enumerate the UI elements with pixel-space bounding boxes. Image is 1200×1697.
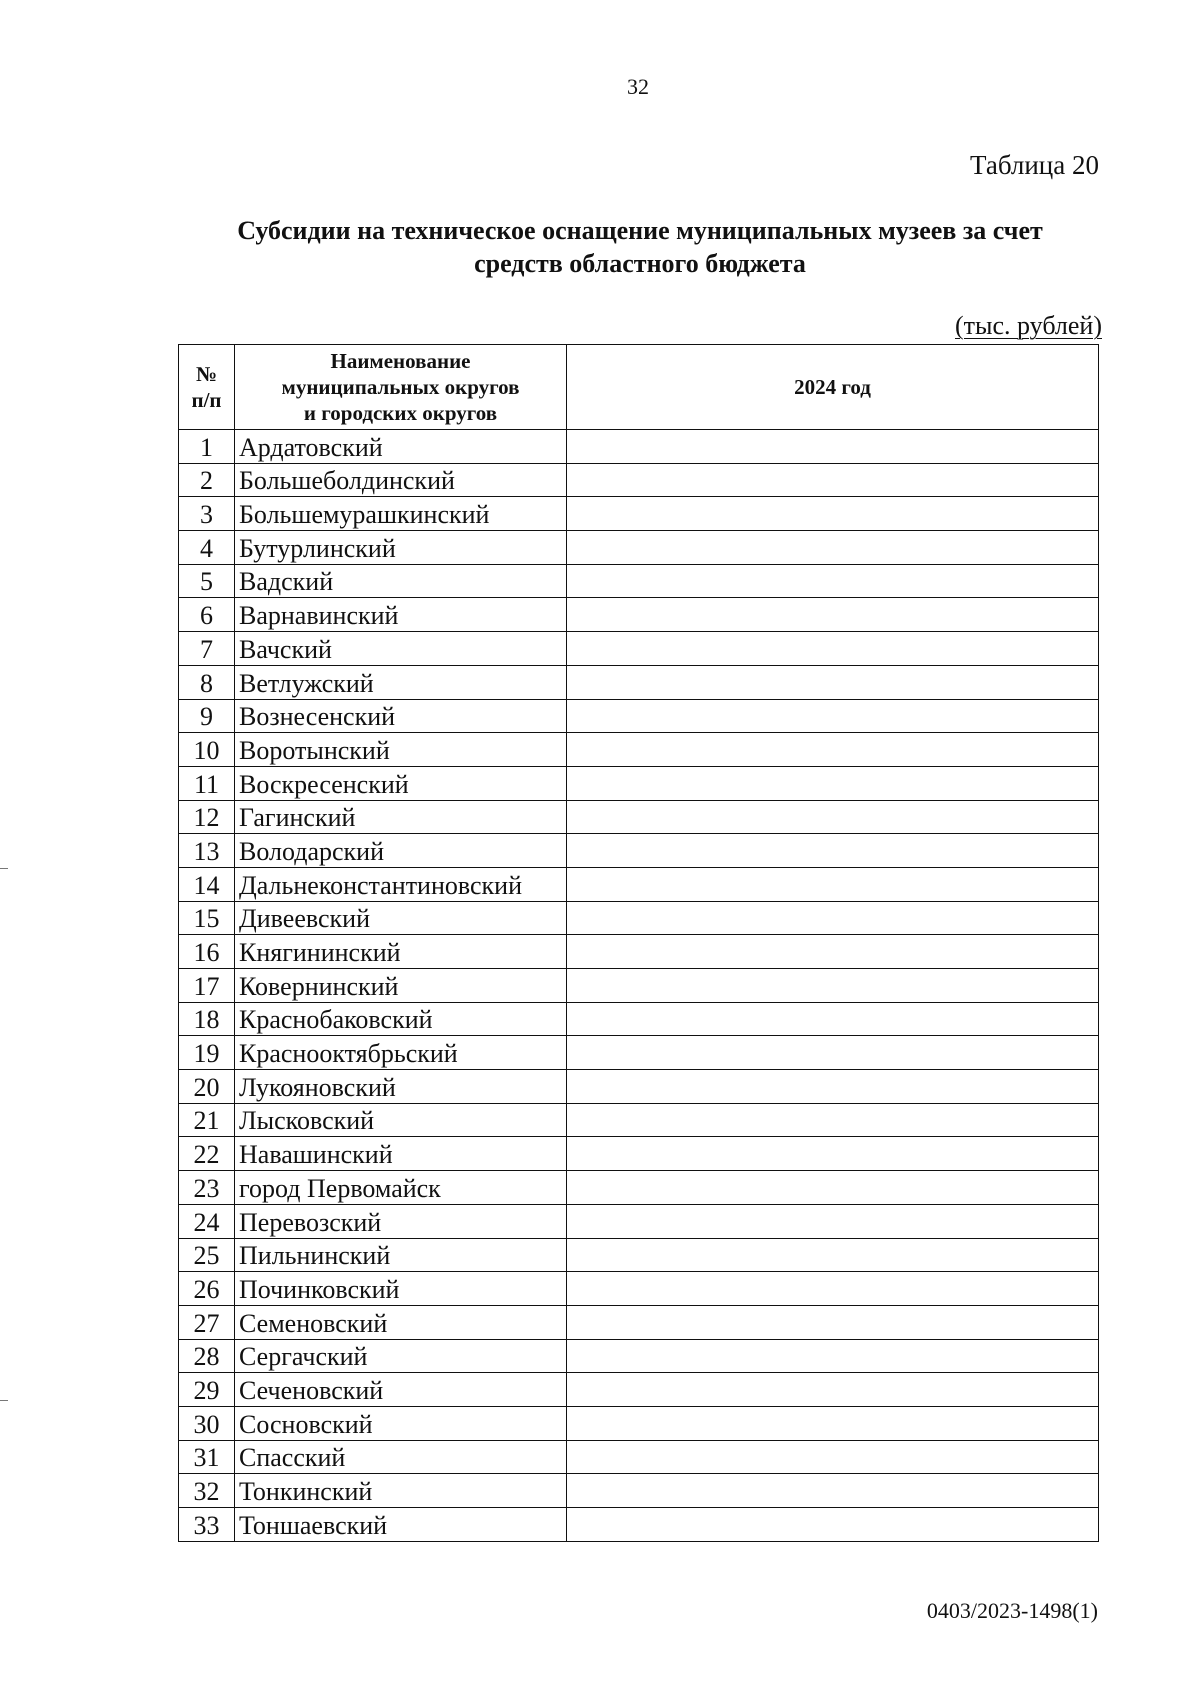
table-row xyxy=(179,430,1099,464)
row-number: 6 xyxy=(179,598,235,632)
header-name xyxy=(235,345,567,430)
district-name: город Первомайск xyxy=(235,1171,567,1205)
row-number: 21 xyxy=(179,1103,235,1137)
year-2024-value xyxy=(567,430,1099,464)
table-row xyxy=(179,935,1099,969)
year-2024-value xyxy=(567,1373,1099,1407)
district-name: Вознесенский xyxy=(235,699,567,733)
row-number: 4 xyxy=(179,531,235,565)
table-row xyxy=(179,1036,1099,1070)
row-number: 15 xyxy=(179,901,235,935)
year-2024-value xyxy=(567,1238,1099,1272)
district-name: Пильнинский xyxy=(235,1238,567,1272)
table-row xyxy=(179,1474,1099,1508)
footer-document-code: 0403/2023-1498(1) xyxy=(926,1598,1098,1623)
table-row xyxy=(179,1339,1099,1373)
year-2024-value xyxy=(567,1406,1099,1440)
district-name: Лукояновский xyxy=(235,1070,567,1104)
row-number: 28 xyxy=(179,1339,235,1373)
header-year: 2024 год xyxy=(567,345,1099,430)
header-name-line-1: Наименование xyxy=(330,349,471,373)
row-number: 19 xyxy=(179,1036,235,1070)
table-row xyxy=(179,1305,1099,1339)
row-number: 17 xyxy=(179,969,235,1003)
year-2024-value xyxy=(567,1137,1099,1171)
row-number: 33 xyxy=(179,1508,235,1542)
district-name: Тоншаевский xyxy=(235,1508,567,1542)
row-number: 32 xyxy=(179,1474,235,1508)
district-name: Сосновский xyxy=(235,1406,567,1440)
row-number: 23 xyxy=(179,1171,235,1205)
table-row xyxy=(179,901,1099,935)
document-title xyxy=(160,214,1120,280)
year-2024-value xyxy=(567,1036,1099,1070)
district-name: Краснобаковский xyxy=(235,1002,567,1036)
table-body xyxy=(179,430,1099,1542)
row-number: 1 xyxy=(179,430,235,464)
row-number: 20 xyxy=(179,1070,235,1104)
district-name: Ардатовский xyxy=(235,430,567,464)
table-row xyxy=(179,497,1099,531)
year-2024-value xyxy=(567,1002,1099,1036)
table-row xyxy=(179,531,1099,565)
row-number: 9 xyxy=(179,699,235,733)
district-name: Ветлужский xyxy=(235,665,567,699)
header-number-line-2: п/п xyxy=(191,388,222,412)
district-name: Варнавинский xyxy=(235,598,567,632)
table-row xyxy=(179,867,1099,901)
year-2024-value xyxy=(567,969,1099,1003)
subsidy-table xyxy=(178,344,1099,1542)
district-name: Спасский xyxy=(235,1440,567,1474)
year-2024-value xyxy=(567,1204,1099,1238)
row-number: 13 xyxy=(179,834,235,868)
year-2024-value xyxy=(567,497,1099,531)
page-number: 32 xyxy=(627,74,649,99)
year-2024-value xyxy=(567,632,1099,666)
table-row xyxy=(179,766,1099,800)
row-number: 8 xyxy=(179,665,235,699)
row-number: 5 xyxy=(179,564,235,598)
year-2024-value xyxy=(567,1070,1099,1104)
scan-margin-mark xyxy=(0,868,8,869)
row-number: 18 xyxy=(179,1002,235,1036)
district-name: Лысковский xyxy=(235,1103,567,1137)
table-row xyxy=(179,665,1099,699)
year-2024-value xyxy=(567,564,1099,598)
year-2024-value xyxy=(567,901,1099,935)
table-row xyxy=(179,699,1099,733)
district-name: Вадский xyxy=(235,564,567,598)
header-number xyxy=(179,345,235,430)
year-2024-value xyxy=(567,733,1099,767)
row-number: 10 xyxy=(179,733,235,767)
table-row xyxy=(179,598,1099,632)
table-row xyxy=(179,632,1099,666)
district-name: Дивеевский xyxy=(235,901,567,935)
table-header xyxy=(179,345,1099,430)
row-number: 12 xyxy=(179,800,235,834)
table-row xyxy=(179,1508,1099,1542)
year-2024-value xyxy=(567,1508,1099,1542)
row-number: 2 xyxy=(179,463,235,497)
row-number: 25 xyxy=(179,1238,235,1272)
table-row xyxy=(179,1103,1099,1137)
year-2024-value xyxy=(567,598,1099,632)
table-row xyxy=(179,1204,1099,1238)
row-number: 22 xyxy=(179,1137,235,1171)
district-name: Большеболдинский xyxy=(235,463,567,497)
district-name: Вачский xyxy=(235,632,567,666)
year-2024-value xyxy=(567,1305,1099,1339)
row-number: 14 xyxy=(179,867,235,901)
year-2024-value xyxy=(567,867,1099,901)
district-name: Сеченовский xyxy=(235,1373,567,1407)
year-2024-value xyxy=(567,665,1099,699)
district-name: Навашинский xyxy=(235,1137,567,1171)
row-number: 29 xyxy=(179,1373,235,1407)
district-name: Воскресенский xyxy=(235,766,567,800)
row-number: 7 xyxy=(179,632,235,666)
year-2024-value xyxy=(567,1339,1099,1373)
year-2024-value xyxy=(567,1272,1099,1306)
district-name: Володарский xyxy=(235,834,567,868)
year-2024-value xyxy=(567,1440,1099,1474)
year-2024-value xyxy=(567,1171,1099,1205)
district-name: Сергачский xyxy=(235,1339,567,1373)
title-line-2: средств областного бюджета xyxy=(474,249,806,278)
year-2024-value xyxy=(567,766,1099,800)
district-name: Семеновский xyxy=(235,1305,567,1339)
district-name: Гагинский xyxy=(235,800,567,834)
title-line-1: Субсидии на техническое оснащение муниципальных музеев за счет xyxy=(237,216,1043,245)
table-row xyxy=(179,1440,1099,1474)
header-row xyxy=(179,345,1099,430)
scan-margin-mark xyxy=(0,1400,8,1401)
district-name: Починковский xyxy=(235,1272,567,1306)
table-row xyxy=(179,564,1099,598)
year-2024-value xyxy=(567,834,1099,868)
row-number: 30 xyxy=(179,1406,235,1440)
year-2024-value xyxy=(567,531,1099,565)
header-number-line-1: № xyxy=(195,362,218,386)
district-name: Большемурашкинский xyxy=(235,497,567,531)
year-2024-value xyxy=(567,463,1099,497)
table-row xyxy=(179,969,1099,1003)
district-name: Воротынский xyxy=(235,733,567,767)
table-row xyxy=(179,1272,1099,1306)
table-row xyxy=(179,1137,1099,1171)
district-name: Ковернинский xyxy=(235,969,567,1003)
year-2024-value xyxy=(567,935,1099,969)
district-name: Бутурлинский xyxy=(235,531,567,565)
year-2024-value xyxy=(567,1474,1099,1508)
header-name-line-3: и городских округов xyxy=(303,401,498,425)
row-number: 27 xyxy=(179,1305,235,1339)
table-row xyxy=(179,1171,1099,1205)
row-number: 31 xyxy=(179,1440,235,1474)
row-number: 26 xyxy=(179,1272,235,1306)
row-number: 11 xyxy=(179,766,235,800)
row-number: 24 xyxy=(179,1204,235,1238)
units-label: (тыс. рублей) xyxy=(954,311,1102,340)
year-2024-value xyxy=(567,800,1099,834)
header-name-line-2: муниципальных округов xyxy=(281,375,520,399)
row-number: 3 xyxy=(179,497,235,531)
row-number: 16 xyxy=(179,935,235,969)
district-name: Тонкинский xyxy=(235,1474,567,1508)
table-row xyxy=(179,800,1099,834)
table-row xyxy=(179,1238,1099,1272)
district-name: Дальнеконстантиновский xyxy=(235,867,567,901)
district-name: Княгининский xyxy=(235,935,567,969)
table-row xyxy=(179,463,1099,497)
table-label: Таблица 20 xyxy=(970,150,1099,180)
table-row xyxy=(179,1002,1099,1036)
table-row xyxy=(179,1070,1099,1104)
year-2024-value xyxy=(567,699,1099,733)
year-2024-value xyxy=(567,1103,1099,1137)
table-row xyxy=(179,1406,1099,1440)
district-name: Перевозский xyxy=(235,1204,567,1238)
table-row xyxy=(179,834,1099,868)
table-row xyxy=(179,1373,1099,1407)
table-row xyxy=(179,733,1099,767)
district-name: Краснооктябрьский xyxy=(235,1036,567,1070)
